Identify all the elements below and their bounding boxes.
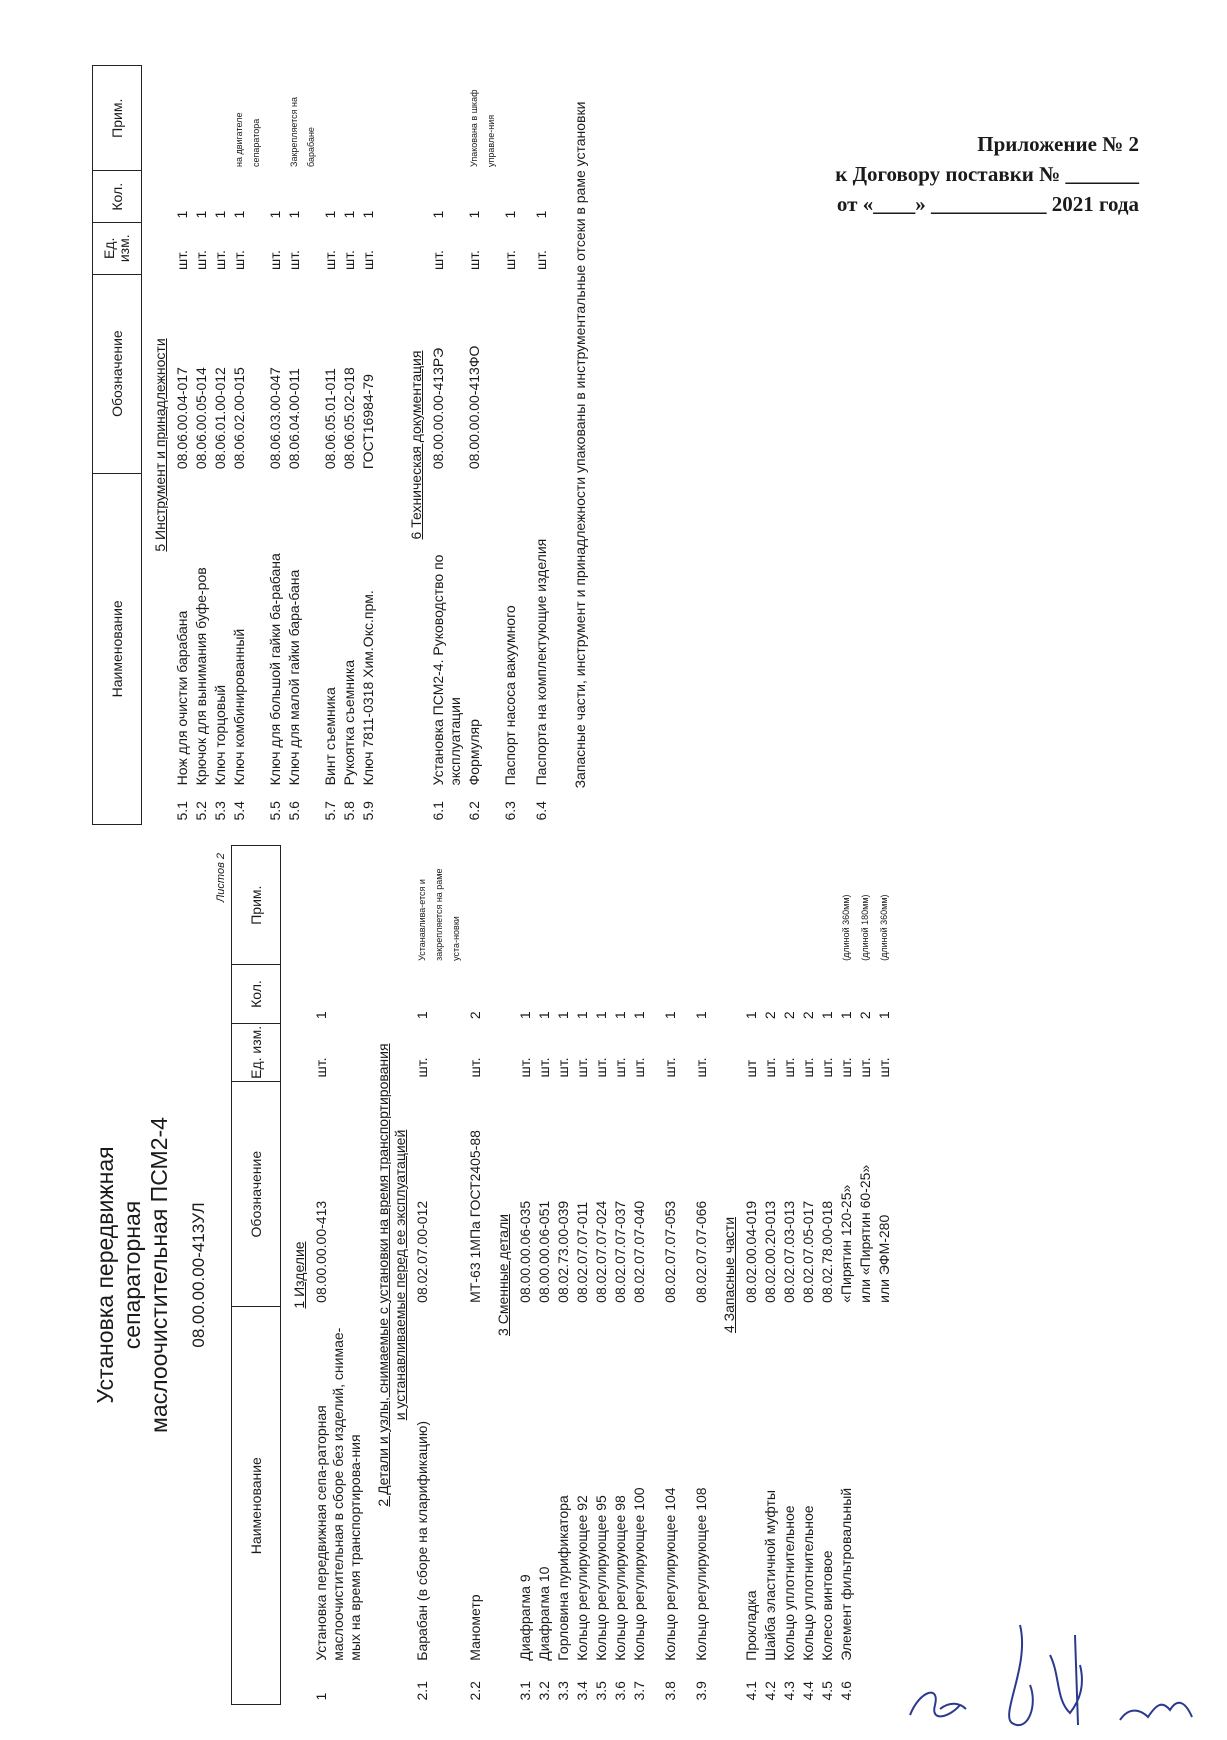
table-row: 2.2 Манометр МТ-63 1МПа ГОСТ2405-88 шт. 2 — [467, 1011, 483, 1701]
col-unit: Ед. изм. — [93, 223, 142, 275]
doc-title-line2: сепараторная — [119, 1200, 145, 1350]
col-note: Прим. — [93, 66, 142, 171]
sheet-count: Листов 2 — [215, 853, 227, 903]
table-header — [232, 846, 281, 1705]
table-row: 3.5 Кольцо регулирующее 95 08.02.07.07-024 шт. 1 — [593, 1011, 609, 1701]
table-row: 3.2 Диафрагма 10 08.00.00.06-051 шт. 1 — [536, 1011, 552, 1701]
table-row: 3.9 Кольцо регулирующее 108 08.02.07.07-066 шт. 1 — [693, 1011, 709, 1701]
sheet-2 — [92, 65, 732, 825]
table-row: 4.4 Кольцо уплотнительное 08.02.07.05-017 шт. 2 — [800, 1011, 816, 1701]
table-row: 5.2 Крючок для вынимания буфе-ров 08.06.00.05-014 шт. 1 — [193, 210, 209, 821]
section-heading: 5 Инструмент и принадлежности — [152, 338, 168, 552]
table-row: 6.1 Установка ПСМ2-4. Руководство по эксплуатации 08.00.00.00-413РЭ шт. 1 — [430, 210, 463, 821]
doc-title-line1: Установка передвижная — [92, 1146, 118, 1404]
table-row: 4.2 Шайба эластичной муфты 08.02.00.20-013 шт. 2 — [762, 1011, 778, 1701]
table-row: 2.1 Барабан (в сборе на кларификацию) 08.02.07.00-012 шт. 1 Устанавлива-ется и закрепляется на раме уста-новки — [414, 868, 461, 1701]
table-row: 3.7 Кольцо регулирующее 100 08.02.07.07-040 шт. 1 — [631, 1011, 647, 1701]
packing-note: Запасные части, инструмент и принадлежности упакованы в инструментальные отсеки в раме установки — [572, 101, 588, 789]
appendix-contract: к Договору поставки № _______ — [835, 162, 1139, 186]
section-heading: 2 Детали и узлы, снимаемые с установки на время транспортирования и устанавливаемые перед ее эксплуатацией — [375, 1043, 408, 1507]
table-row: 5.3 Ключ торцовый 08.06.01.00-012 шт. 1 — [212, 210, 228, 821]
table-row: 3.4 Кольцо регулирующее 92 08.02.07.07-011 шт. 1 — [574, 1011, 590, 1701]
table-row: 4.3 Кольцо уплотнительное 08.02.07.03-013 шт. 2 — [781, 1011, 797, 1701]
table-row: 4.1 Прокладка 08.02.00.04-019 шт 1 — [743, 1011, 759, 1701]
table-row: 3.3 Горловина пурификатора 08.02.73.00-039 шт. 1 — [555, 1011, 571, 1701]
sheet-1 — [92, 845, 942, 1705]
col-note: Прим. — [232, 846, 281, 965]
signature-2-icon — [1009, 1625, 1082, 1725]
table-row: 5.8 Рукоятка съемника 08.06.05.02-018 шт. 1 — [341, 210, 357, 821]
signature-drawings — [880, 1605, 1220, 1740]
table-row: 3.8 Кольцо регулирующее 104 08.02.07.07-053 шт. 1 — [662, 1011, 678, 1701]
table-row: 3.1 Диафрагма 9 08.00.00.06-035 шт. 1 — [517, 1011, 533, 1701]
section-heading: 1 Изделие — [291, 1241, 307, 1309]
doc-title-line3: маслоочистительная ПСМ2-4 — [146, 1117, 172, 1433]
signature-3-icon — [1120, 1703, 1192, 1720]
table-row: 4.5 Колесо винтовое 08.02.78.00-018 шт. 1 — [819, 1011, 835, 1701]
table-row: 6.3 Паспорт насоса вакуумного шт. 1 — [502, 210, 518, 821]
table-header — [93, 66, 142, 825]
col-qty: Кол. — [232, 965, 281, 1023]
col-name: Наименование — [93, 473, 142, 824]
spacer-row — [520, 66, 532, 825]
col-unit: Ед. изм. — [232, 1023, 281, 1081]
col-designation: Обозначение — [232, 1081, 281, 1306]
appendix-title: Приложение № 2 — [977, 132, 1139, 156]
table-row: 5.6 Ключ для малой гайки бара-бана 08.06.04.00-011 шт. 1 Закрепляется на барабане — [286, 97, 316, 821]
col-qty: Кол. — [93, 171, 142, 223]
signature-1-icon — [910, 1693, 966, 1717]
table-row: 5.1 Нож для очистки барабана 08.06.00.04-017 шт. 1 — [174, 210, 190, 821]
table-row: 3.6 Кольцо регулирующее 98 08.02.07.07-037 шт. 1 — [612, 1011, 628, 1701]
table-row: 4.6 Элемент фильтровальный «Пирятин 120-25» шт. 1 (длиной 360мм) — [838, 894, 854, 1701]
table-row: 5.5 Ключ для большой гайки ба-рабана 08.06.03.00-047 шт. 1 — [267, 210, 283, 821]
table-row: 6.2 Формуляр 08.00.00.00-413ФО шт. 1 Упакована в шкаф управле-ния — [466, 89, 496, 821]
table-row: 6.4 Паспорта на комплектующие изделия шт. 1 — [533, 210, 549, 821]
section-heading: 6 Техническая документация — [408, 350, 424, 540]
table-row: или «Пирятин 60-25» шт. 2 (длиной 180мм) — [857, 894, 873, 1303]
appendix-date: от «____» ___________ 2021 года — [836, 192, 1139, 216]
table-row: 5.9 Ключ 7811-0318 Хим.Окс.прм. ГОСТ16984-79 шт. 1 — [360, 210, 376, 821]
table-row: или ЭФМ-280 шт. 1 (длиной 360мм) — [876, 894, 892, 1303]
col-name: Наименование — [232, 1307, 281, 1705]
col-designation: Обозначение — [93, 274, 142, 473]
items-table-1 — [231, 845, 894, 1705]
spacer-row — [680, 846, 692, 1705]
spacer-row — [649, 846, 661, 1705]
doc-code: 08.00.00.00-413УЛ — [189, 1202, 208, 1348]
table-row: 1 Установка передвижная сепа-раторная маслоочистительная в сборе без изделий, снимае-мых на время транспортирова-ния 08.00.00.00-413 шт. 1 — [313, 1011, 363, 1701]
table-row: 5.4 Ключ комбинированный 08.06.02.00-015 шт. 1 на двигателе сепаратора — [231, 112, 261, 821]
table-row: 5.7 Винт съемника 08.06.05.01-011 шт. 1 — [322, 210, 338, 821]
section-heading: 3 Сменные детали — [495, 1214, 511, 1336]
section-heading: 4 Запасные части — [721, 1216, 737, 1334]
items-table-2 — [92, 65, 551, 825]
